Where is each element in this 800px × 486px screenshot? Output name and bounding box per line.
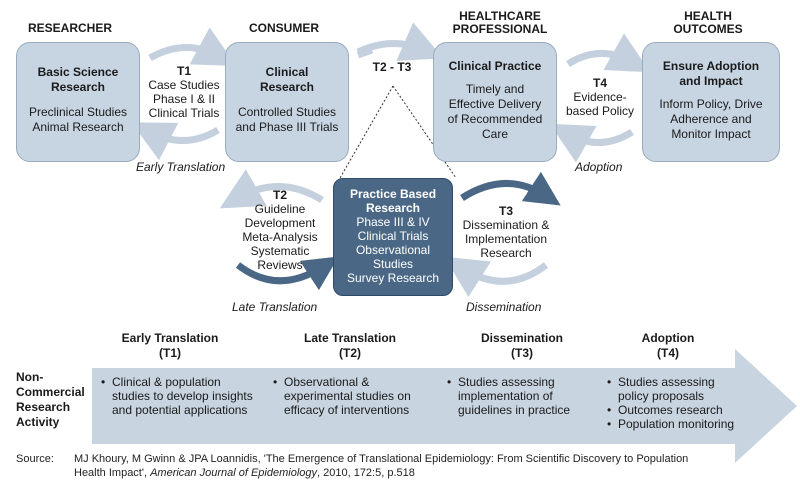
header-healthcare xyxy=(440,10,560,36)
box-clinical-title-line2: Research xyxy=(259,80,315,94)
t4-body-line1: Evidence- xyxy=(573,90,627,104)
t1-bottom-arrow xyxy=(150,130,218,141)
bullet-late-1-line2: experimental studies on xyxy=(284,389,411,403)
bullet-adoption-3-line1: Population monitoring xyxy=(618,417,735,431)
source-line2-post: , 2010, 172:5, p.518 xyxy=(317,467,415,479)
t3-title: T3 xyxy=(498,204,513,218)
pbr-body-line5: Survey Research xyxy=(346,271,440,285)
t4-top-arrow xyxy=(568,53,632,64)
t1-title: T1 xyxy=(176,64,191,78)
box-basic-science-title xyxy=(17,65,139,95)
bullet-early-1-line1: Clinical & population xyxy=(112,375,221,389)
bullet-dissemination-1 xyxy=(446,375,596,417)
t4-bottom-arrow xyxy=(568,132,632,143)
box-clinical-body xyxy=(226,105,348,135)
box-impact-title-line2: and Impact xyxy=(679,74,743,88)
t3-body-line1: Dissemination & xyxy=(462,218,550,232)
pbr-body-line4: Studies xyxy=(372,257,414,271)
bullet-adoption-1-line1: Studies assessing xyxy=(618,375,715,389)
nca-line3: Research xyxy=(16,400,71,414)
bullet-adoption-2 xyxy=(606,403,756,417)
box-clinical-body-line1: Controlled Studies xyxy=(237,105,337,119)
box-practice-body-line2: Effective Delivery xyxy=(448,97,542,111)
bullet-adoption-1-line2: policy proposals xyxy=(618,389,705,403)
nca-line2: Commercial xyxy=(16,385,85,399)
t2-body-line1: Guideline xyxy=(254,202,306,216)
box-practice-body-line1: Timely and xyxy=(465,82,525,96)
box-practice-body xyxy=(434,82,556,142)
early-translation-label: Early Translation xyxy=(136,160,226,174)
header-researcher: RESEARCHER xyxy=(27,21,112,35)
box-impact-body xyxy=(643,97,779,142)
bullet-late-1-line3: efficacy of interventions xyxy=(284,403,410,417)
nca-line4: Activity xyxy=(16,415,60,429)
phase-early-name: Early Translation xyxy=(121,331,219,345)
t4-title: T4 xyxy=(592,76,607,90)
header-healthcare-line1: HEALTHCARE xyxy=(459,9,541,23)
phase-adoption-code: (T4) xyxy=(657,346,679,360)
t2t3-label: T2 - T3 xyxy=(372,60,412,74)
phase-late-name: Late Translation xyxy=(303,331,397,345)
box-basic-title-line1: Basic Science xyxy=(37,65,119,79)
pbr-title-line1: Practice Based xyxy=(349,187,437,201)
box-impact-title-line1: Ensure Adoption xyxy=(662,59,760,73)
pbr-body-line1: Phase III & IV xyxy=(356,215,430,229)
t4-body-line2: based Policy xyxy=(565,104,635,118)
bullet-early-1-line2: studies to develop insights xyxy=(112,389,253,403)
pbr-body-line2: Clinical Trials xyxy=(357,229,429,243)
bullet-late-1 xyxy=(272,375,442,417)
dissemination-label: Dissemination xyxy=(466,300,542,314)
t2-body-line4: Systematic xyxy=(250,244,310,258)
box-ensure-adoption xyxy=(642,42,780,162)
t1-body-line1: Case Studies xyxy=(148,78,220,92)
pbr-title xyxy=(334,187,452,215)
t1-body-line3: Clinical Trials xyxy=(148,106,220,120)
t1-label xyxy=(142,64,226,120)
source-journal: American Journal of Epidemiology xyxy=(150,467,317,479)
box-practice-body-line4: Care xyxy=(481,127,508,141)
phase-adoption-name: Adoption xyxy=(641,331,695,345)
box-clinical-practice xyxy=(433,42,557,162)
pbr-body-line3: Observational xyxy=(355,243,431,257)
phase-late-heading xyxy=(290,331,410,361)
box-clinical-title-line1: Clinical xyxy=(265,65,309,79)
box-basic-body-line2: Animal Research xyxy=(32,120,124,134)
phase-dissemination-heading xyxy=(462,331,582,361)
box-impact-body-line1: Inform Policy, Drive xyxy=(659,97,763,111)
t1-top-arrow xyxy=(150,47,218,58)
non-commercial-label xyxy=(16,370,85,430)
bullet-early-1-line3: and potential applications xyxy=(112,403,248,417)
t3-top-arrow xyxy=(462,183,546,198)
t4-label xyxy=(560,76,640,118)
box-clinical-title xyxy=(226,65,348,95)
box-impact-title xyxy=(643,59,779,89)
bullet-dissemination-1-line1: Studies assessing xyxy=(458,375,555,389)
t2-body-line3: Meta-Analysis xyxy=(242,230,318,244)
box-practice-title xyxy=(434,59,556,74)
bullets-late xyxy=(272,375,442,417)
t2-title: T2 xyxy=(272,188,287,202)
box-practice-title-line1: Clinical Practice xyxy=(448,59,542,73)
bullet-early-1 xyxy=(100,375,272,417)
bullet-late-1-line1: Observational & xyxy=(284,375,370,389)
phase-late-code: (T2) xyxy=(339,346,361,360)
box-basic-title-line2: Research xyxy=(50,80,106,94)
box-basic-body-line1: Preclinical Studies xyxy=(28,105,128,119)
bullets-dissemination xyxy=(446,375,596,417)
t3-label xyxy=(454,204,558,260)
box-practice-based-research xyxy=(333,178,453,296)
header-outcomes-line1: HEALTH xyxy=(684,9,732,23)
t2-label xyxy=(228,188,332,272)
bullet-adoption-1 xyxy=(606,375,756,403)
adoption-label: Adoption xyxy=(575,160,623,174)
bullets-early xyxy=(100,375,272,417)
bullet-adoption-2-line1: Outcomes research xyxy=(618,403,723,417)
phase-early-code: (T1) xyxy=(159,346,181,360)
pbr-title-line2: Research xyxy=(365,201,421,215)
t3-bottom-arrow xyxy=(462,265,546,281)
t3-body-line2: Implementation xyxy=(464,232,548,246)
t2t3-left-arrow xyxy=(358,50,372,55)
source-label: Source: xyxy=(16,453,54,465)
t2-body-line2: Development xyxy=(244,216,316,230)
box-clinical-research xyxy=(225,42,349,162)
header-outcomes-line2: OUTCOMES xyxy=(673,22,743,36)
header-outcomes xyxy=(648,10,768,36)
source-line1: MJ Khoury, M Gwinn & JPA Loannidis, 'The Emergence of Translational Epidemiology: From Scientific Discovery to Population xyxy=(74,453,689,465)
t1-body-line2: Phase I & II xyxy=(152,92,216,106)
box-clinical-body-line2: and Phase III Trials xyxy=(235,120,339,134)
bullets-adoption xyxy=(606,375,756,431)
box-basic-science xyxy=(16,42,140,162)
source-citation xyxy=(74,452,794,480)
late-translation-label: Late Translation xyxy=(232,300,318,314)
box-basic-science-body xyxy=(17,105,139,135)
box-impact-body-line2: Adherence and xyxy=(670,112,752,126)
phase-dissemination-code: (T3) xyxy=(511,346,533,360)
phase-adoption-heading xyxy=(618,331,718,361)
bullet-adoption-3 xyxy=(606,417,756,431)
header-consumer: CONSUMER xyxy=(248,21,319,35)
phase-dissemination-name: Dissemination xyxy=(480,331,564,345)
bullet-dissemination-1-line3: guidelines in practice xyxy=(458,403,571,417)
bullet-dissemination-1-line2: implementation of xyxy=(458,389,553,403)
t2-body-line5: Reviews xyxy=(257,258,303,272)
box-practice-body-line3: of Recommended xyxy=(447,112,543,126)
header-healthcare-line2: PROFESSIONAL xyxy=(452,22,548,36)
source-line2-pre: Health Impact', xyxy=(74,467,151,479)
phase-early-heading xyxy=(110,331,230,361)
box-impact-body-line3: Monitor Impact xyxy=(671,127,751,141)
t3-body-line3: Research xyxy=(480,246,532,260)
nca-line1: Non- xyxy=(16,370,44,384)
